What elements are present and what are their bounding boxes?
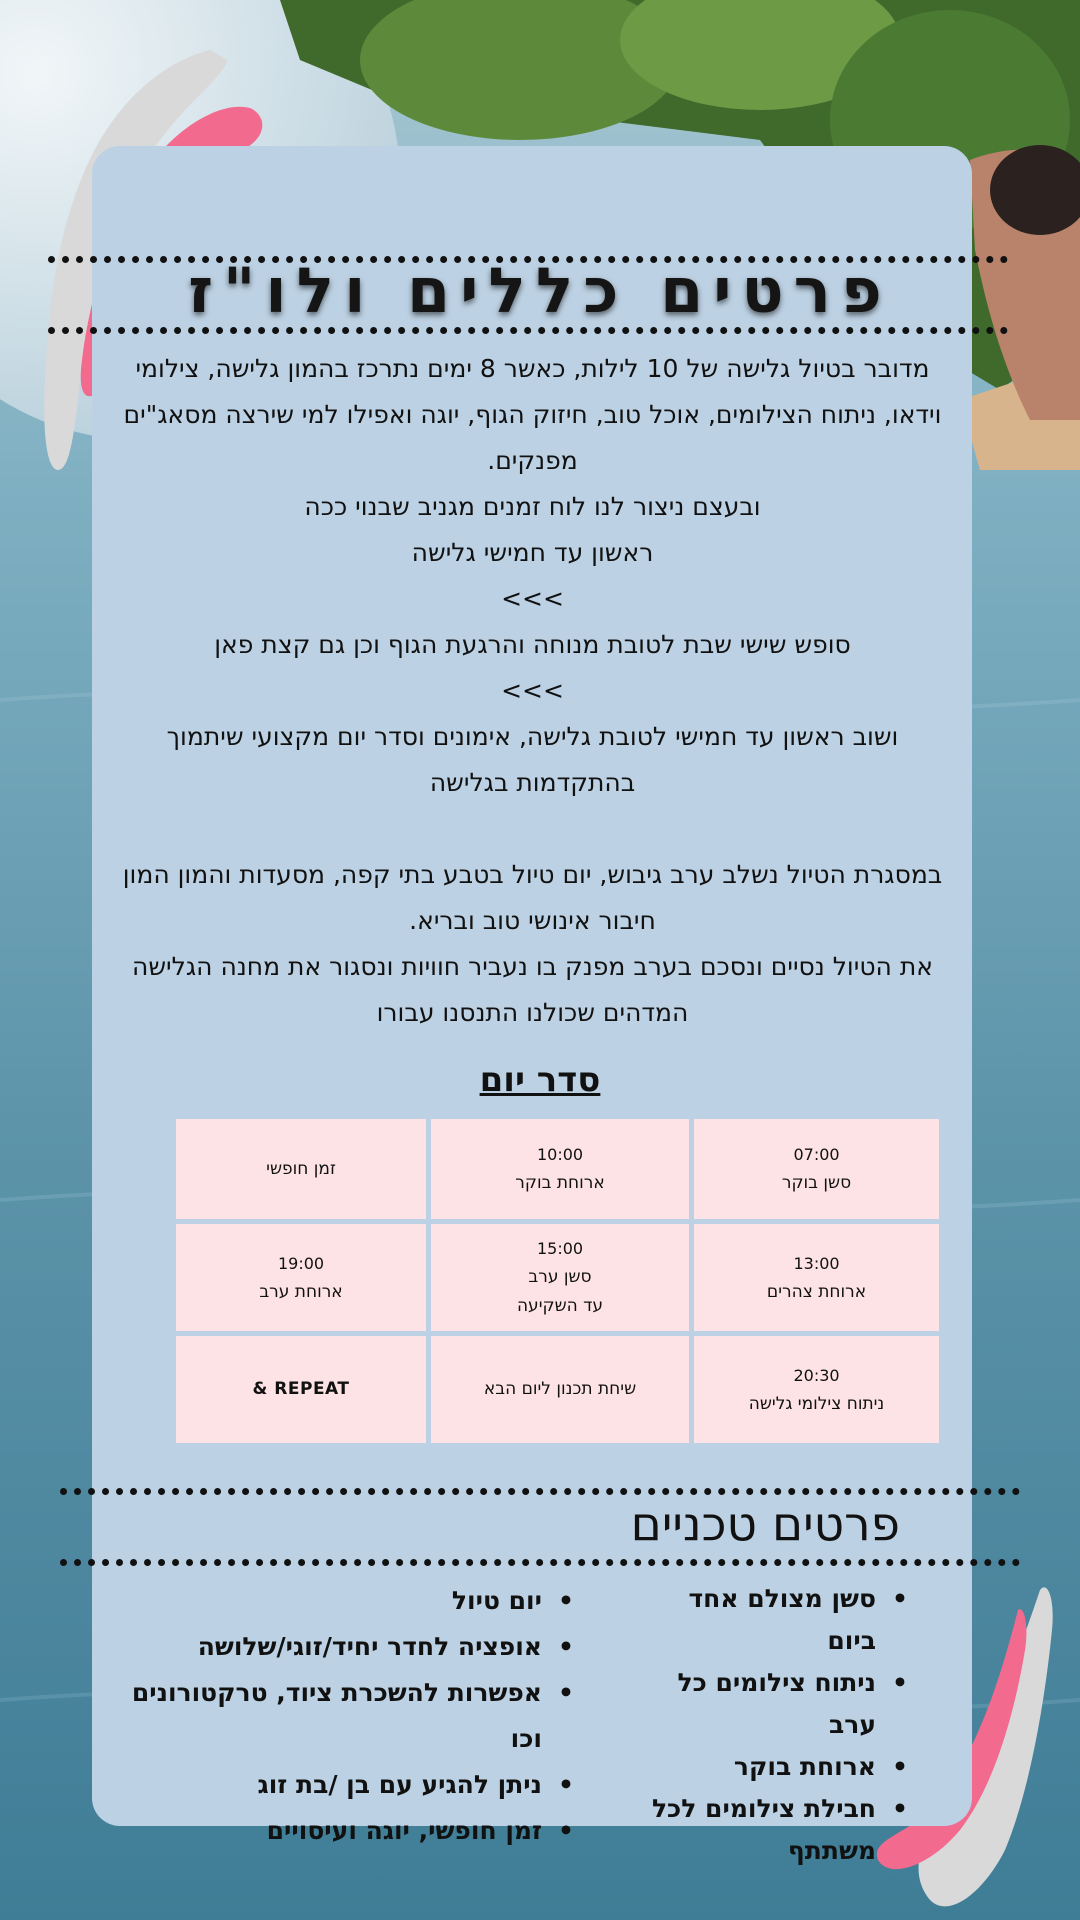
repeat-label: & REPEAT bbox=[252, 1379, 350, 1399]
technical-bottom-dotted-divider bbox=[60, 1559, 1020, 1566]
intro-arrows: >>> bbox=[501, 584, 564, 613]
technical-list-item: • יום טיול bbox=[96, 1578, 576, 1624]
page-title: פרטים כללים ולו"ז bbox=[188, 254, 892, 327]
schedule-cell bbox=[176, 1224, 426, 1331]
schedule-activity: שיחת תכנון ליום הבא bbox=[483, 1379, 637, 1399]
technical-top-dotted-divider bbox=[60, 1488, 1020, 1495]
schedule-cell bbox=[431, 1336, 689, 1443]
intro-text bbox=[105, 346, 960, 1036]
schedule-activity: סשן ערב bbox=[528, 1267, 592, 1287]
technical-list-item: • זמן חופשי, יוגה ועיסויים bbox=[96, 1808, 576, 1854]
schedule-time: 19:00 bbox=[277, 1253, 325, 1273]
technical-list-item: • ניתן להגיע עם בן /בת זוג bbox=[96, 1762, 576, 1808]
schedule-title: סדר יום bbox=[479, 1060, 601, 1100]
schedule-cell bbox=[694, 1224, 939, 1331]
technical-title: פרטים טכניים bbox=[630, 1497, 900, 1552]
schedule-cell bbox=[694, 1119, 939, 1219]
intro-blank-line bbox=[105, 806, 960, 852]
technical-list-item: • ניתוח צילומים כל ערב bbox=[640, 1662, 910, 1746]
schedule-time: 10:00 bbox=[536, 1145, 584, 1164]
intro-paragraph: במסגרת הטיול נשלב ערב גיבוש, יום טיול בטבע בתי קפה, מסעדות והמון המון חיבור אינושי טוב ובריא. bbox=[122, 860, 943, 935]
technical-list-item: • אפשרות להשכרת ציוד, טרקטורונים וכו bbox=[96, 1670, 576, 1762]
schedule-table bbox=[176, 1119, 939, 1443]
intro-arrows: >>> bbox=[501, 676, 564, 705]
schedule-cell bbox=[431, 1119, 689, 1219]
intro-paragraph: ושוב ראשון עד חמישי לטובת גלישה, אימונים וסדר יום מקצועי שיתמוך בהתקדמות בגלישה bbox=[166, 722, 899, 797]
technical-list-left bbox=[96, 1578, 576, 1854]
intro-paragraph: ראשון עד חמישי גלישה bbox=[411, 538, 654, 567]
schedule-time: 07:00 bbox=[793, 1145, 840, 1164]
schedule-activity: זמן חופשי bbox=[266, 1158, 336, 1179]
intro-paragraph: את הטיול נסיים ונסכם בערב מפנק בו נעביר חוויות ונסגור את מחנה הגלישה המדהים שכולנו התנסנו עבורו bbox=[132, 952, 933, 1027]
schedule-time: 13:00 bbox=[793, 1253, 840, 1273]
schedule-cell bbox=[431, 1224, 689, 1331]
schedule-activity: סשן בוקר bbox=[781, 1173, 852, 1193]
schedule-activity: ארוחת צהרים bbox=[766, 1281, 867, 1302]
technical-list-item: • אופציה לחדר יחיד/זוגי/שלושה bbox=[96, 1624, 576, 1670]
technical-list-item: • חבילת צילומים לכל משתתף bbox=[640, 1788, 910, 1872]
schedule-activity: עד השקיעה bbox=[516, 1296, 604, 1316]
schedule-time: 20:30 bbox=[793, 1365, 840, 1385]
technical-list-item: • סשן מצולם אחד ביום bbox=[640, 1578, 910, 1662]
schedule-cell bbox=[694, 1336, 939, 1443]
technical-list-right bbox=[640, 1578, 910, 1872]
schedule-activity: ארוחת בוקר bbox=[515, 1173, 605, 1193]
schedule-activity: ארוחת ערב bbox=[259, 1281, 343, 1302]
intro-paragraph: סופש שישי שבת לטובת מנוחה והרגעת הגוף וכן גם קצת פאן bbox=[214, 630, 851, 659]
intro-paragraph: ובעצם ניצור לנו לוח זמנים מגניב שבנוי ככה bbox=[304, 492, 761, 521]
intro-paragraph: מדובר בטיול גלישה של 10 לילות, כאשר 8 ימים נתרכז בהמון גלישה, צילומי וידאו, ניתוח הצילומים, אוכל טוב, חיזוק הגוף, יוגה ואפילו למי שירצה מסאג"ים מפנקים. bbox=[123, 354, 942, 475]
title-bottom-dotted-divider bbox=[48, 327, 1008, 334]
schedule-time: 15:00 bbox=[536, 1239, 584, 1258]
schedule-activity: ניתוח צילומי גלישה bbox=[748, 1393, 885, 1414]
schedule-cell bbox=[176, 1119, 426, 1219]
technical-list-item: • ארוחת בוקר bbox=[640, 1746, 910, 1788]
schedule-cell-repeat bbox=[176, 1336, 426, 1443]
